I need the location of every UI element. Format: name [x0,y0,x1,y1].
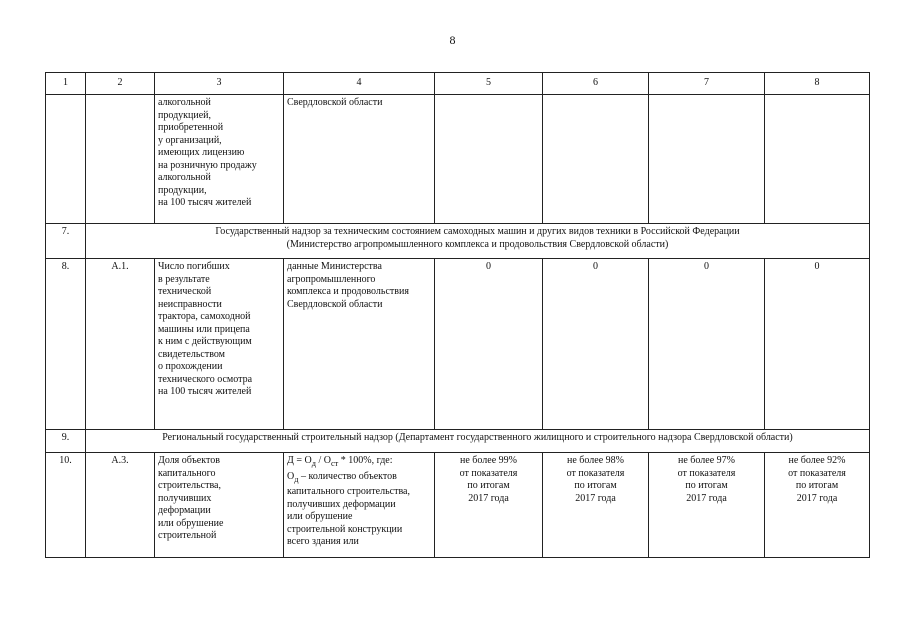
page-number: 8 [449,33,456,47]
value-cell [543,95,649,224]
target-value-col8: 0 [765,259,870,430]
header-cell: 2 [86,73,155,95]
value-cell [435,95,543,224]
data-source: данные Министерства агропромышленного комплекса и продовольствия Свердловской области [284,259,435,430]
header-cell: 1 [46,73,86,95]
header-cell: 7 [649,73,765,95]
indicator-name: Число погибших в результате технической неисправности трактора, самоходной машины или прицепа к ним с действующим свидетельством о прохождении технического осмотра на 100 тысяч жителей [155,259,284,430]
target-value-col7: не более 97% от показателя по итогам 2017 года [649,453,765,558]
target-value-col6: 0 [543,259,649,430]
target-value-col5: 0 [435,259,543,430]
indicator-name: Доля объектов капитального строительства, получивших деформации или обрушение строительной [155,453,284,558]
formula: $Д = О_д / О_{ст} * 100\%$, где: [287,455,393,468]
table-row-continuation [46,95,870,224]
header-cell: 3 [155,73,284,95]
row-number: 10. [46,453,86,558]
table-row-8 [46,259,870,430]
indicator-code: А.1. [86,259,155,430]
section-title: Региональный государственный строительный надзор (Департамент государственного жилищного и строительного надзора Свердловской области) [86,430,870,453]
header-cell: 5 [435,73,543,95]
section-row-9 [46,430,870,453]
indicator-code: А.3. [86,453,155,558]
row-number: 8. [46,259,86,430]
value-cell [765,95,870,224]
code-cell [86,95,155,224]
value-cell [649,95,765,224]
section-row-7 [46,224,870,259]
indicator-cell: алкогольной продукцией, приобретенной у организаций, имеющих лицензию на розничную продажу алкогольной продукции, на 100 тысяч жителей [155,95,284,224]
formula-description: $О_д$ – количество объектов капитального строительства, получивших деформации или обрушение строительной конструкции всего здания или [287,470,410,547]
source-cell: Свердловской области [284,95,435,224]
section-title: Государственный надзор за техническим состоянием самоходных машин и других видов техники в Российской Федерации (Министерство агропромышленного комплекса и продовольствия Свердловской области) [86,224,870,259]
header-cell: 4 [284,73,435,95]
section-number: 9. [46,430,86,453]
table-row-10 [46,453,870,558]
target-value-col5: не более 99% от показателя по итогам 2017 года [435,453,543,558]
header-cell: 8 [765,73,870,95]
section-number: 7. [46,224,86,259]
target-value-col6: не более 98% от показателя по итогам 2017 года [543,453,649,558]
target-value-col8: не более 92% от показателя по итогам 2017 года [765,453,870,558]
formula-cell [284,453,435,558]
target-value-col7: 0 [649,259,765,430]
indicators-table [45,72,870,558]
header-row [46,73,870,95]
header-cell: 6 [543,73,649,95]
num-cell [46,95,86,224]
